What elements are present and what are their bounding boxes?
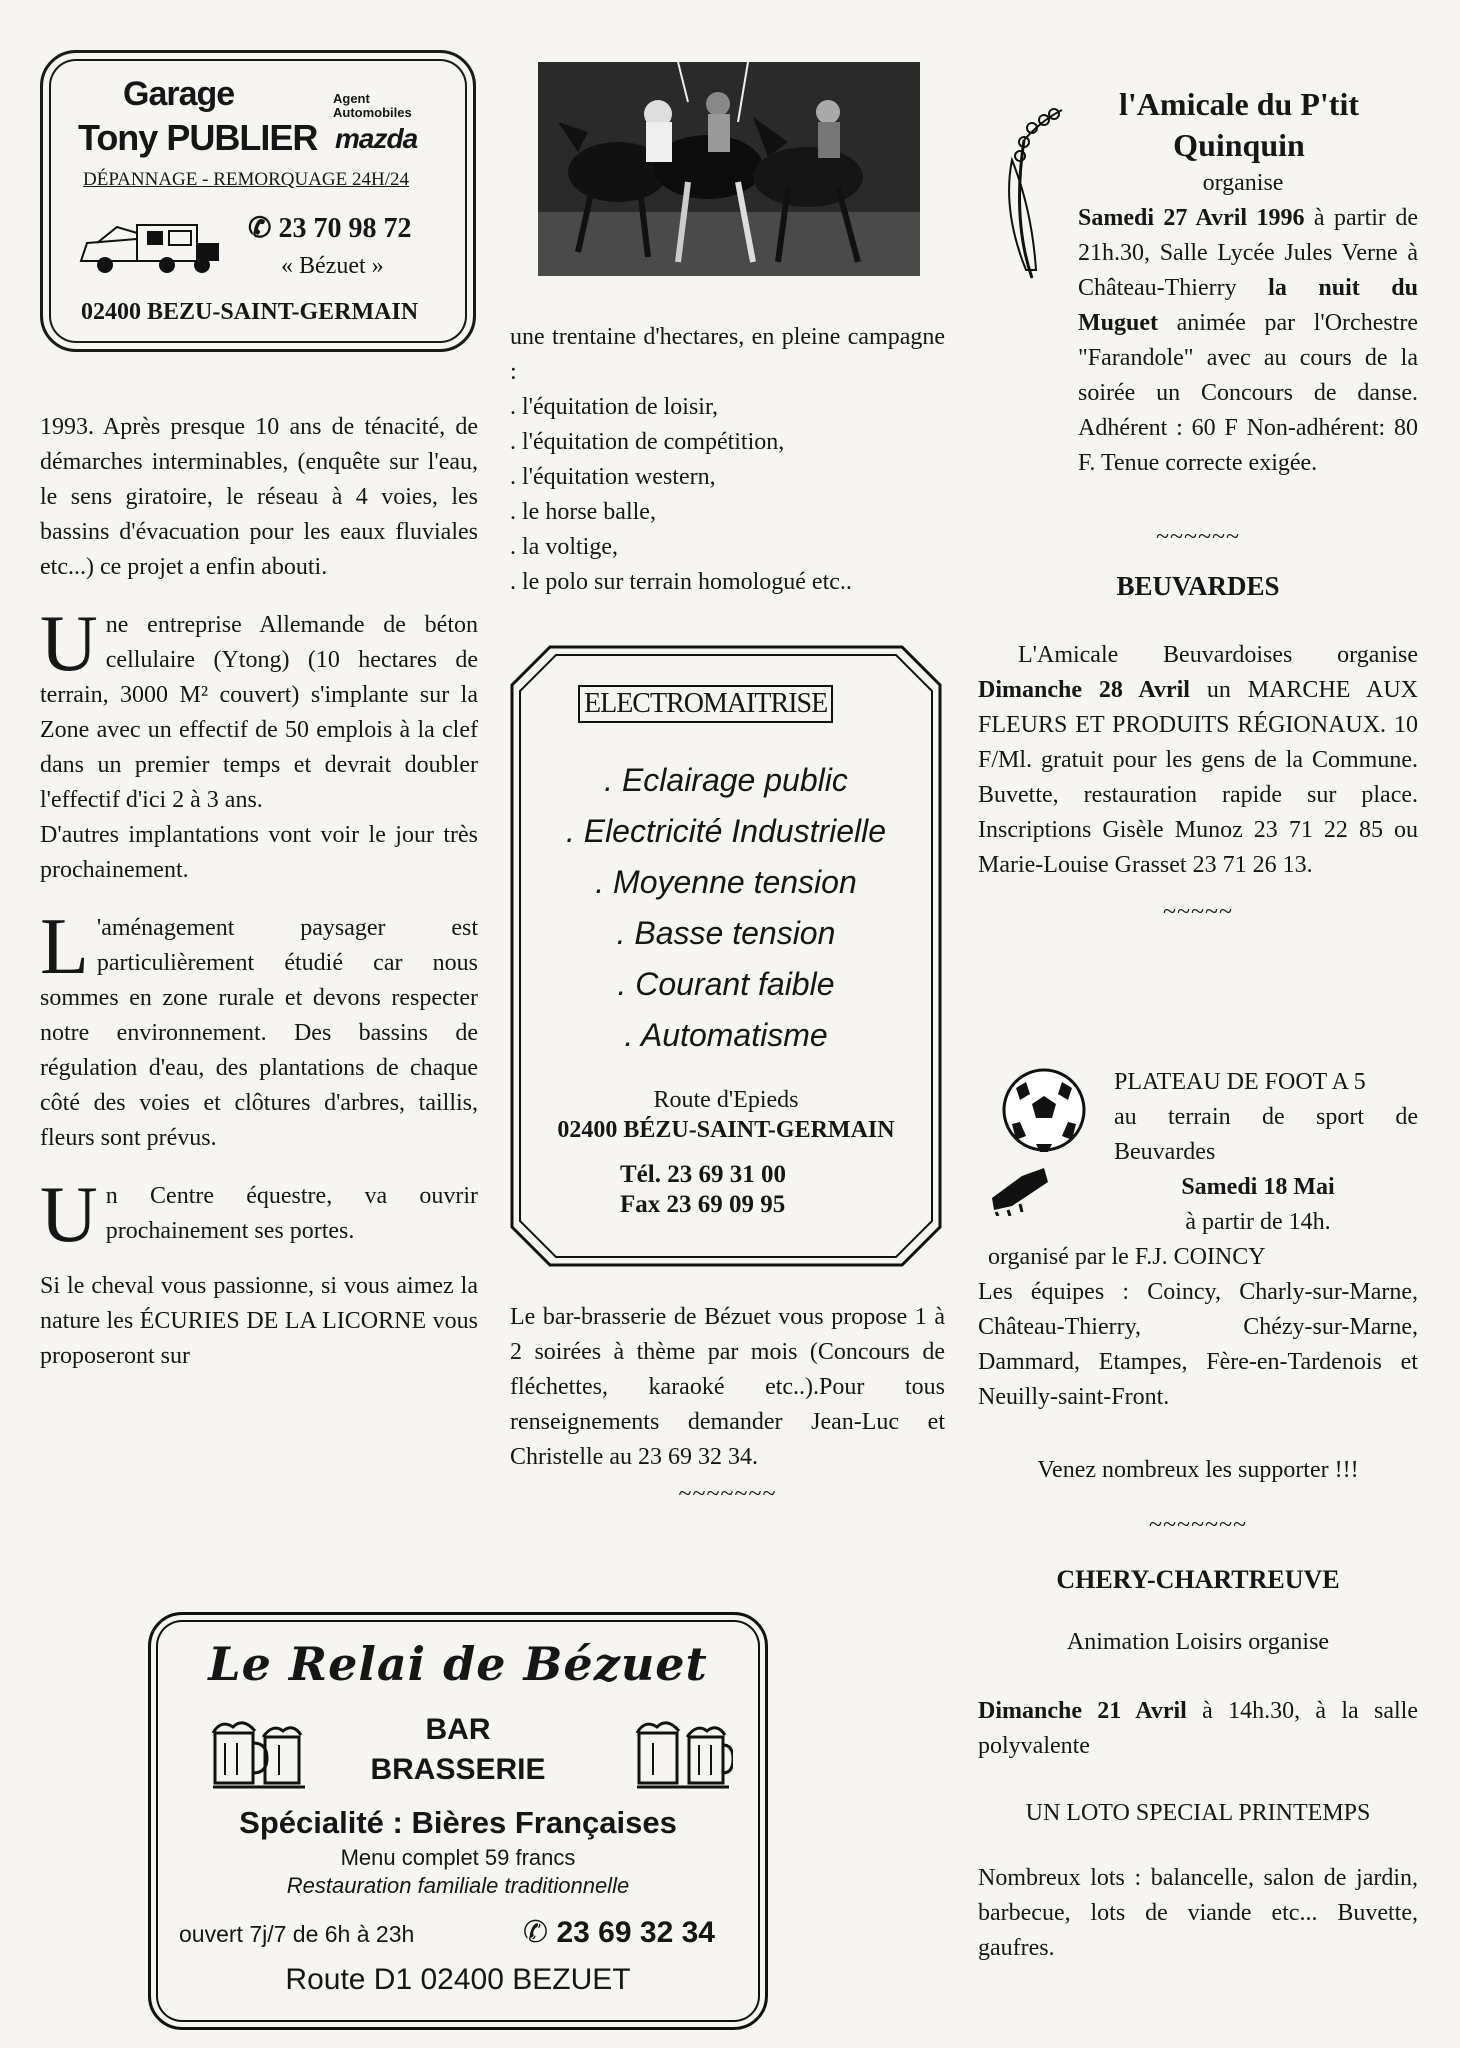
electro-service: . Electricité Industrielle	[565, 813, 887, 849]
foot-org: organisé par le F.J. COINCY	[988, 1244, 1266, 1270]
drop-cap: U	[40, 600, 98, 688]
relai-menu: Menu complet 59 francs	[340, 1845, 576, 1870]
garage-service: DÉPANNAGE - REMORQUAGE 24H/24	[83, 169, 409, 190]
col1-para4-text: 'aménagement paysager est particulièrement étudié car nous sommes en zone rurale et devons respecter notre environnement. Des bassins de régulation d'eau, des plantations de chaque côté des voies et clôtures d'arbres, taillis, fleurs sont prévus.	[40, 915, 478, 1151]
amicale-text-1: à partir de 21h.30, Salle Lycée Jules Verne à Château-Thierry	[1078, 205, 1418, 301]
garage-agent-line1: Agent	[333, 91, 370, 106]
foot-time: à partir de 14h.	[1185, 1209, 1331, 1235]
electro-address: 02400 BÉZU-SAINT-GERMAIN	[557, 1117, 895, 1143]
col1-para6: Si le cheval vous passionne, si vous aimez la nature les ÉCURIES DE LA LICORNE vous proposeront sur	[40, 1273, 478, 1369]
polo-photo	[538, 62, 920, 276]
col1-para2-text: ne entreprise Allemande de béton cellulaire (Ytong) (10 hectares de terrain, 3000 M² couvert) s'implante sur la Zone avec un effectif de 50 emplois à la clef dans un premier temps et devrait doubler l'effectif d'ici 2 à 3 ans.	[40, 612, 478, 813]
electro-ad	[510, 645, 942, 1267]
amicale-organise: organise	[1202, 170, 1284, 196]
activity-item: . la voltige,	[510, 534, 618, 560]
column-2-lower	[510, 1300, 945, 1508]
amicale-title: l'Amicale du P'tit Quinquin	[1119, 86, 1359, 163]
chery-text	[978, 1694, 1418, 1764]
chery-body: à 14h.30, à la salle polyvalente	[978, 1698, 1418, 1759]
separator: ~~~~~~~	[1149, 1512, 1247, 1538]
chery-org: Animation Loisirs organise	[1066, 1629, 1330, 1655]
activity-item: . l'équitation de compétition,	[510, 429, 785, 455]
activity-item: . le horse balle,	[510, 499, 656, 525]
separator: ~~~~~~	[1156, 524, 1240, 550]
polo-horses-image	[538, 62, 920, 276]
electro-services	[510, 755, 942, 1061]
garage-location: « Bézuet »	[281, 253, 384, 279]
col2-intro: une trentaine d'hectares, en pleine campagne :	[510, 324, 945, 385]
col1-para4	[40, 903, 478, 1156]
relai-speciality: Spécialité : Bières Françaises	[239, 1805, 677, 1840]
relai-restauration: Restauration familiale traditionnelle	[286, 1873, 630, 1898]
electro-fax: Fax 23 69 09 95	[620, 1191, 786, 1218]
drop-cap: L	[40, 903, 89, 991]
beuvardes-title: BEUVARDES	[1116, 571, 1280, 601]
col1-para5	[40, 1171, 478, 1259]
relai-bar: BAR	[425, 1713, 491, 1746]
chery-date: Dimanche 21 Avril	[978, 1698, 1187, 1724]
foot-teams: Les équipes : Coincy, Charly-sur-Marne, Château-Thierry, Chézy-sur-Marne, Dammard, Etampes, Fère-en-Tardenois et Neuilly-saint-Front.	[978, 1279, 1418, 1410]
relai-address: Route D1 02400 BEZUET	[285, 1963, 631, 1996]
bar-text: Le bar-brasserie de Bézuet vous propose 1 à 2 soirées à thème par mois (Concours de fléchettes, karaoké etc..).Pour tous renseignements demander Jean-Luc et Christelle au 23 69 32 34.	[510, 1304, 945, 1470]
electro-service: . Moyenne tension	[595, 864, 857, 900]
beuvardes-intro: L'Amicale Beuvardoises organise	[1018, 642, 1418, 668]
beuvardes-date: Dimanche 28 Avril	[978, 677, 1190, 703]
relai-phone: ✆ 23 69 32 34	[523, 1916, 715, 1949]
activity-item: . le polo sur terrain homologué etc..	[510, 569, 852, 595]
relai-brasserie: BRASSERIE	[370, 1753, 546, 1786]
col1-para3: D'autres implantations vont voir le jour très prochainement.	[40, 822, 478, 883]
activity-item: . l'équitation western,	[510, 464, 716, 490]
electro-title: ELECTROMAITRISE	[578, 685, 833, 723]
column-2	[510, 320, 945, 600]
amicale-text	[978, 201, 1418, 481]
drop-cap: U	[40, 1171, 98, 1259]
separator: ~~~~~	[1163, 899, 1233, 925]
amicale-text-2: animée par l'Orchestre "Farandole" avec au cours de la soirée un Concours de danse. Adhérent : 60 F Non-adhérent: 80 F. Tenue correcte exigée.	[1078, 310, 1418, 476]
tow-truck-icon	[77, 213, 227, 283]
activity-item: . l'équitation de loisir,	[510, 394, 718, 420]
beuvardes-body: un MARCHE AUX FLEURS ET PRODUITS RÉGIONAUX. 10 F/Ml. gratuit pour les gens de la Commune. Buvette, restauration rapide sur place. Inscriptions Gisèle Munoz 23 71 22 85 ou Marie-Louise Grasset 23 71 26 13.	[978, 677, 1418, 878]
relai-hours: ouvert 7j/7 de 6h à 23h	[179, 1921, 415, 1947]
electro-road: Route d'Epieds	[653, 1087, 799, 1113]
electro-service: . Eclairage public	[604, 762, 848, 798]
col1-para2	[40, 600, 478, 818]
col1-para5-text: n Centre équestre, va ouvrir prochainement ses portes.	[105, 1183, 478, 1244]
foot-section	[978, 1065, 1418, 1966]
mazda-logo: mazda	[335, 123, 418, 154]
chery-lots: Nombreux lots : balancelle, salon de jardin, barbecue, lots de viande etc... Buvette, gaufres.	[978, 1865, 1418, 1961]
garage-name-line2: Tony PUBLIER	[78, 117, 318, 158]
column-3	[978, 524, 1418, 926]
chery-title: CHERY-CHARTREUVE	[1056, 1565, 1340, 1594]
foot-place: au terrain de sport de Beuvardes	[1114, 1104, 1418, 1165]
relai-ad	[148, 1612, 768, 2030]
garage-ad	[40, 50, 476, 352]
amicale-section	[978, 84, 1418, 481]
amicale-bold: la nuit du Muguet	[1078, 275, 1418, 336]
col1-para1: 1993. Après presque 10 ans de ténacité, de démarches interminables, (enquête sur l'eau, le sens giratoire, le réseau à 4 voies, les bassins d'évacuation pour les eaux fluviales etc...) ce projet a enfin abouti.	[40, 414, 478, 580]
garage-address: 02400 BEZU-SAINT-GERMAIN	[81, 299, 419, 325]
chery-loto: UN LOTO SPECIAL PRINTEMPS	[1025, 1800, 1371, 1826]
electro-service: . Basse tension	[616, 915, 836, 951]
beuvardes-text	[978, 638, 1418, 883]
amicale-date: Samedi 27 Avril 1996	[1078, 205, 1305, 231]
foot-date: Samedi 18 Mai	[1181, 1174, 1335, 1200]
foot-title: PLATEAU DE FOOT A 5	[1114, 1069, 1366, 1095]
garage-name-line1: Garage	[123, 75, 235, 113]
foot-support: Venez nombreux les supporter !!!	[1037, 1457, 1359, 1483]
garage-phone: ✆ 23 70 98 72	[248, 213, 412, 244]
column-1	[40, 410, 478, 1374]
relai-title: Le Relai de Bézuet	[208, 1637, 708, 1691]
electro-service: . Automatisme	[624, 1017, 828, 1053]
garage-agent-line2: Automobiles	[333, 105, 412, 120]
separator: ~~~~~~~	[678, 1481, 777, 1507]
electro-service: . Courant faible	[617, 966, 835, 1002]
electro-tel: Tél. 23 69 31 00	[620, 1161, 786, 1188]
